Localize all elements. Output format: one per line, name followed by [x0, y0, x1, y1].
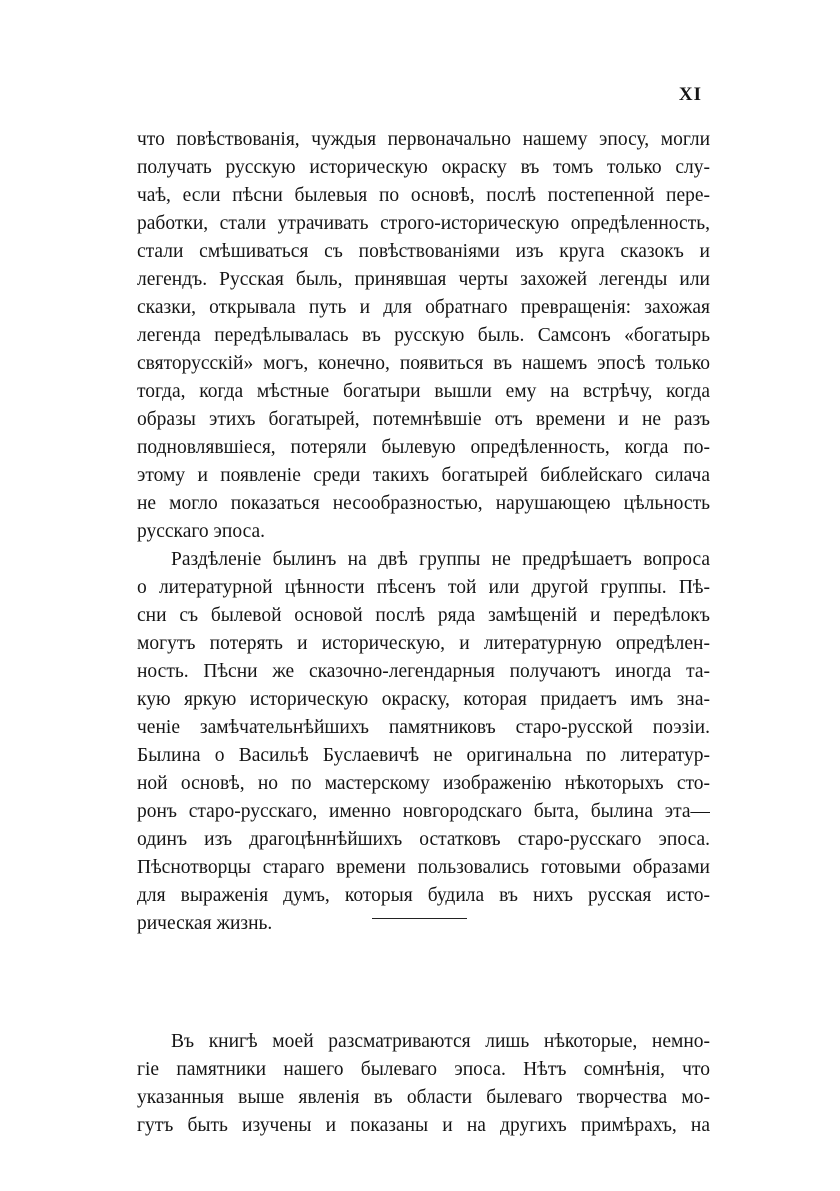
text-line: ность. Пѣсни же сказочно-легендарныя получаютъ иногда та-	[137, 661, 710, 682]
text-line: этому и появленіе среди такихъ богатырей библейскаго силача	[137, 465, 710, 486]
text-line: стали смѣшиваться съ повѣствованіями изъ круга сказокъ и	[137, 241, 710, 262]
text-line: Пѣснотворцы стараго времени пользовались готовыми образами	[137, 857, 710, 878]
text-line: сни съ былевой основой послѣ ряда замѣщеній и передѣлокъ	[137, 605, 710, 626]
text-line: для выраженія думъ, которыя будила въ нихъ русская исто-	[137, 885, 710, 906]
text-line: русскаго эпоса.	[137, 521, 265, 542]
text-line: легендъ. Русская быль, принявшая черты захожей легенды или	[137, 269, 710, 290]
text-line: не могло показаться несообразностью, нарушающею цѣльность	[137, 493, 710, 514]
text-line: ной основѣ, но по мастерскому изображенію нѣкоторыхъ сто-	[137, 773, 710, 794]
text-line: работки, стали утрачивать строго-историческую опредѣленность,	[137, 213, 710, 234]
text-line: Раздѣленіе былинъ на двѣ группы не предрѣшаетъ вопроса	[171, 549, 710, 570]
text-line: ронъ старо-русскаго, именно новгородскаго быта, былина эта—	[137, 801, 710, 822]
text-line: образы этихъ богатырей, потемнѣвшіе отъ времени и не разъ	[137, 409, 710, 430]
text-line: указанныя выше явленія въ области былеваго творчества мо-	[137, 1087, 710, 1108]
section-divider	[372, 918, 467, 919]
text-line: о литературной цѣнности пѣсенъ той или другой группы. Пѣ-	[137, 577, 710, 598]
text-line: получать русскую историческую окраску въ томъ только слу-	[137, 157, 710, 178]
text-line: рическая жизнь.	[137, 913, 273, 934]
text-line: что повѣствованія, чуждыя первоначально нашему эпосу, могли	[137, 129, 710, 150]
text-line: могутъ потерять и историческую, и литературную опредѣлен-	[137, 633, 710, 654]
text-line: тогда, когда мѣстные богатыри вышли ему на встрѣчу, когда	[137, 381, 710, 402]
text-line: чаѣ, если пѣсни былевыя по основѣ, послѣ постепенной пере-	[137, 185, 710, 206]
text-line: сказки, открывала путь и для обратнаго превращенія: захожая	[137, 297, 710, 318]
text-line: кую яркую историческую окраску, которая придаетъ имъ зна-	[137, 689, 710, 710]
text-line: гутъ быть изучены и показаны и на другихъ примѣрахъ, на	[137, 1115, 710, 1136]
text-line: гіе памятники нашего былеваго эпоса. Нѣтъ сомнѣнія, что	[137, 1059, 710, 1080]
text-line: подновлявшіеся, потеряли былевую опредѣленность, когда по-	[137, 437, 710, 458]
text-line: легенда передѣлывалась въ русскую быль. Самсонъ «богатырь	[137, 325, 710, 346]
text-line: одинъ изъ драгоцѣннѣйшихъ остатковъ старо-русскаго эпоса.	[137, 829, 710, 850]
text-line: святорусскій» могъ, конечно, появиться въ нашемъ эпосѣ только	[137, 353, 710, 374]
text-line: Былина о Васильѣ Буслаевичѣ не оригинальна по литератур-	[137, 745, 710, 766]
text-line: Въ книгѣ моей разсматриваются лишь нѣкоторые, немно-	[171, 1031, 710, 1052]
page-number: XI	[678, 84, 702, 105]
text-line: ченіе замѣчательнѣйшихъ памятниковъ старо-русской поэзіи.	[137, 717, 710, 738]
